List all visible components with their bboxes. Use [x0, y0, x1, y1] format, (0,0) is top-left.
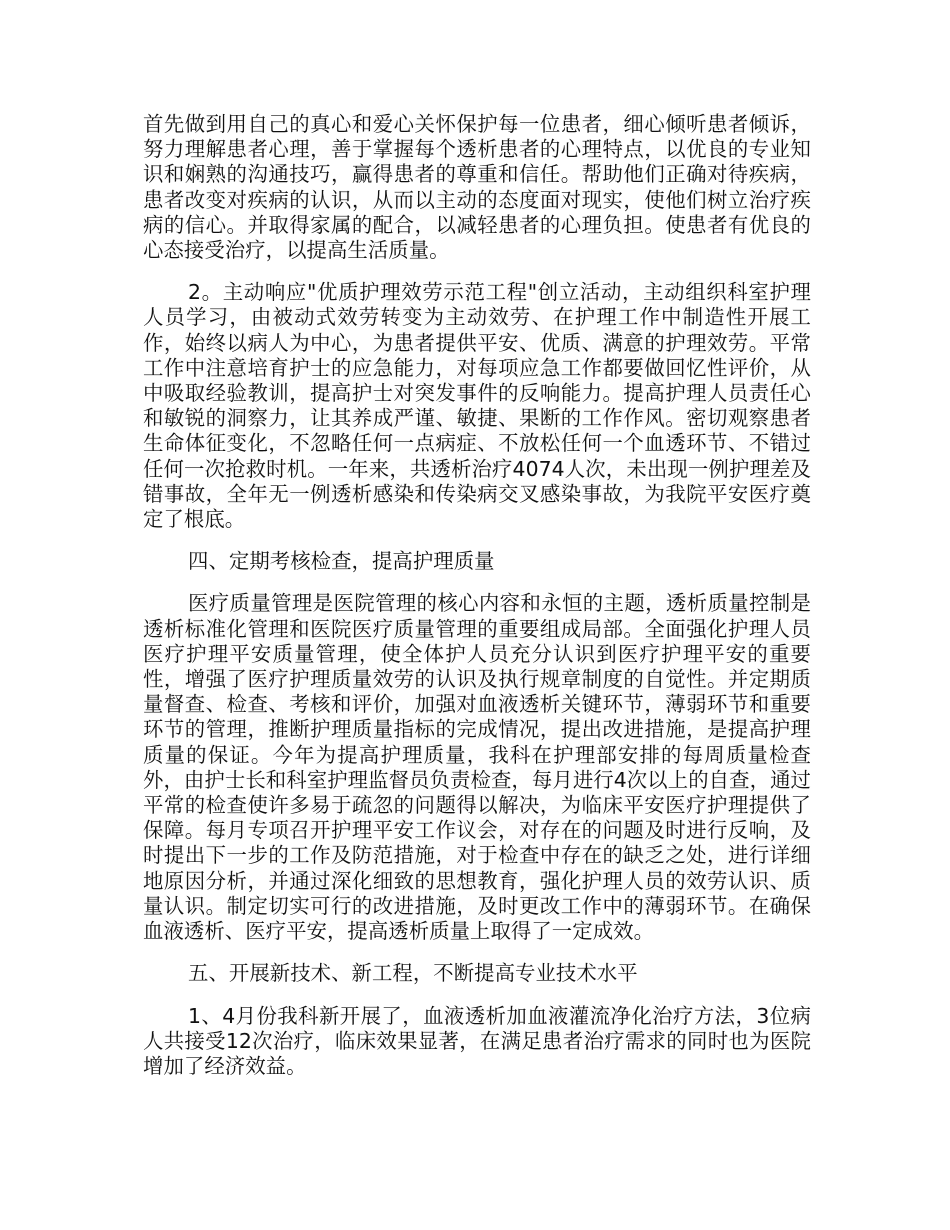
paragraph-new-technology: 1、4月份我科新开展了，血液透析加血液灌流净化治疗方法，3位病人共接受12次治疗，临床效果显著，在满足患者治疗需求的同时也为医院增加了经济效益。 [143, 1003, 811, 1078]
paragraph-patient-care: 首先做到用自己的真心和爱心关怀保护每一位患者，细心倾听患者倾诉，努力理解患者心理，善于掌握每个透析患者的心理特点，以优良的专业知识和娴熟的沟通技巧，赢得患者的尊重和信任。帮助他们正确对待疾病，患者改变对疾病的认识，从而以主动的态度面对现实，使他们树立治疗疾病的信心。并取得家属的配合，以减轻患者的心理负担。使患者有优良的心态接受治疗，以提高生活质量。 [143, 112, 811, 263]
section-heading-four: 四、定期考核检查，提高护理质量 [188, 549, 495, 574]
section-heading-five: 五、开展新技术、新工程，不断提高专业技术水平 [188, 961, 638, 986]
paragraph-quality-management: 医疗质量管理是医院管理的核心内容和永恒的主题，透析质量控制是透析标准化管理和医院医疗质量管理的重要组成局部。全面强化护理人员医疗护理平安质量管理，使全体护人员充分认识到医疗护理平安的重要性，增强了医疗护理质量效劳的认识及执行规章制度的自觉性。并定期质量督查、检查、考核和评价，加强对血液透析关键环节，薄弱环节和重要环节的管理，推断护理质量指标的完成情况，提出改进措施，是提高护理质量的保证。今年为提高护理质量，我科在护理部安排的每周质量检查外，由护士长和科室护理监督员负责检查，每月进行4次以上的自查，通过平常的检查使许多易于疏忽的问题得以解决，为临床平安医疗护理提供了保障。每月专项召开护理平安工作议会，对存在的问题及时进行反响，及时提出下一步的工作及防范措施，对于检查中存在的缺乏之处，进行详细地原因分析，并通过深化细致的思想教育，强化护理人员的效劳认识、质量认识。制定切实可行的改进措施，及时更改工作中的薄弱环节。在确保血液透析、医疗平安，提高透析质量上取得了一定成效。 [143, 591, 811, 944]
document-body [143, 112, 811, 1096]
paragraph-quality-nursing: 2。主动响应"优质护理效劳示范工程"创立活动，主动组织科室护理人员学习，由被动式效劳转变为主动效劳、在护理工作中制造性开展工作，始终以病人为中心，为患者提供平安、优质、满意的护理效劳。平常工作中注意培育护士的应急能力，对每项应急工作都要做回忆性评价，从中吸取经验教训，提高护士对突发事件的反响能力。提高护理人员责任心和敏锐的洞察力，让其养成严谨、敏捷、果断的工作作风。密切观察患者生命体征变化，不忽略任何一点病症、不放松任何一个血透环节、不错过任何一次抢救时机。一年来，共透析治疗4074人次，未出现一例护理差及错事故，全年无一例透析感染和传染病交叉感染事故，为我院平安医疗奠定了根底。 [143, 280, 811, 532]
